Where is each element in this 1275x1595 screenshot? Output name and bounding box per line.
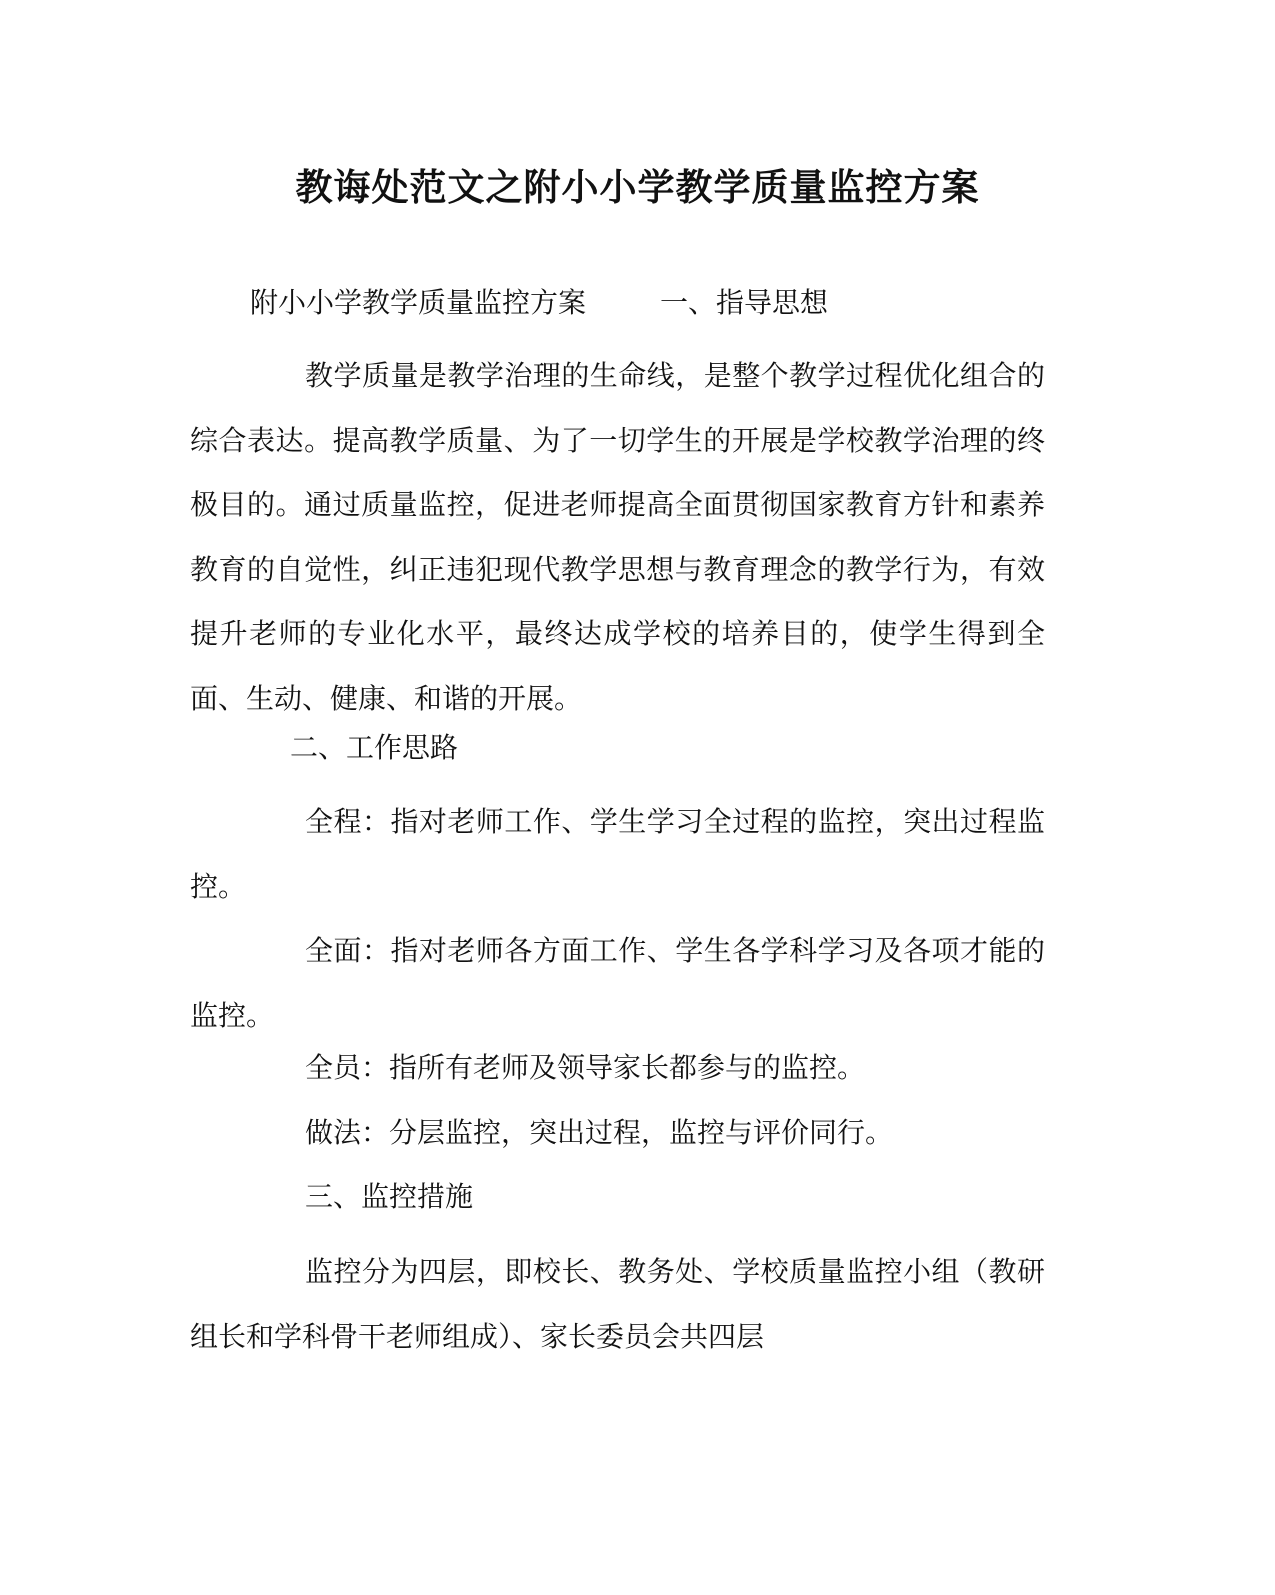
section-2-item-zuofa: 做法：分层监控，突出过程，监控与评价同行。 <box>305 1116 894 1149</box>
section-paragraph-1: 教学质量是教学治理的生命线，是整个教学过程优化组合的综合表达。提高教学质量、为了一切学生的开展是学校教学治理的终极目的。通过质量监控，促进老师提高全面贯彻国家教育方针和素养教育的自觉性，纠正违犯现代教学思想与教育理念的教学行为，有效提升老师的专业化水平，最终达成学校的培养目的，使学生得到全面、生动、健康、和谐的开展。 <box>190 359 1045 715</box>
document-subtitle: 附小小学教学质量监控方案 <box>250 286 587 319</box>
section-2-item-quanmian: 全面：指对老师各方面工作、学生各学科学习及各项才能的监控。 <box>190 934 1045 1032</box>
section-heading-2: 二、工作思路 <box>290 731 459 764</box>
document-title: 教诲处范文之附小小学教学质量监控方案 <box>295 165 980 209</box>
section-2-item-quanyuan: 全员：指所有老师及领导家长都参与的监控。 <box>305 1051 866 1084</box>
section-heading-1: 一、指导思想 <box>660 286 829 319</box>
section-2-item-quancheng: 全程：指对老师工作、学生学习全过程的监控，突出过程监控。 <box>190 805 1045 903</box>
section-paragraph-3: 监控分为四层，即校长、教务处、学校质量监控小组（教研组长和学科骨干老师组成）、家长委员会共四层 <box>190 1255 1045 1353</box>
section-heading-3: 三、监控措施 <box>305 1180 474 1213</box>
